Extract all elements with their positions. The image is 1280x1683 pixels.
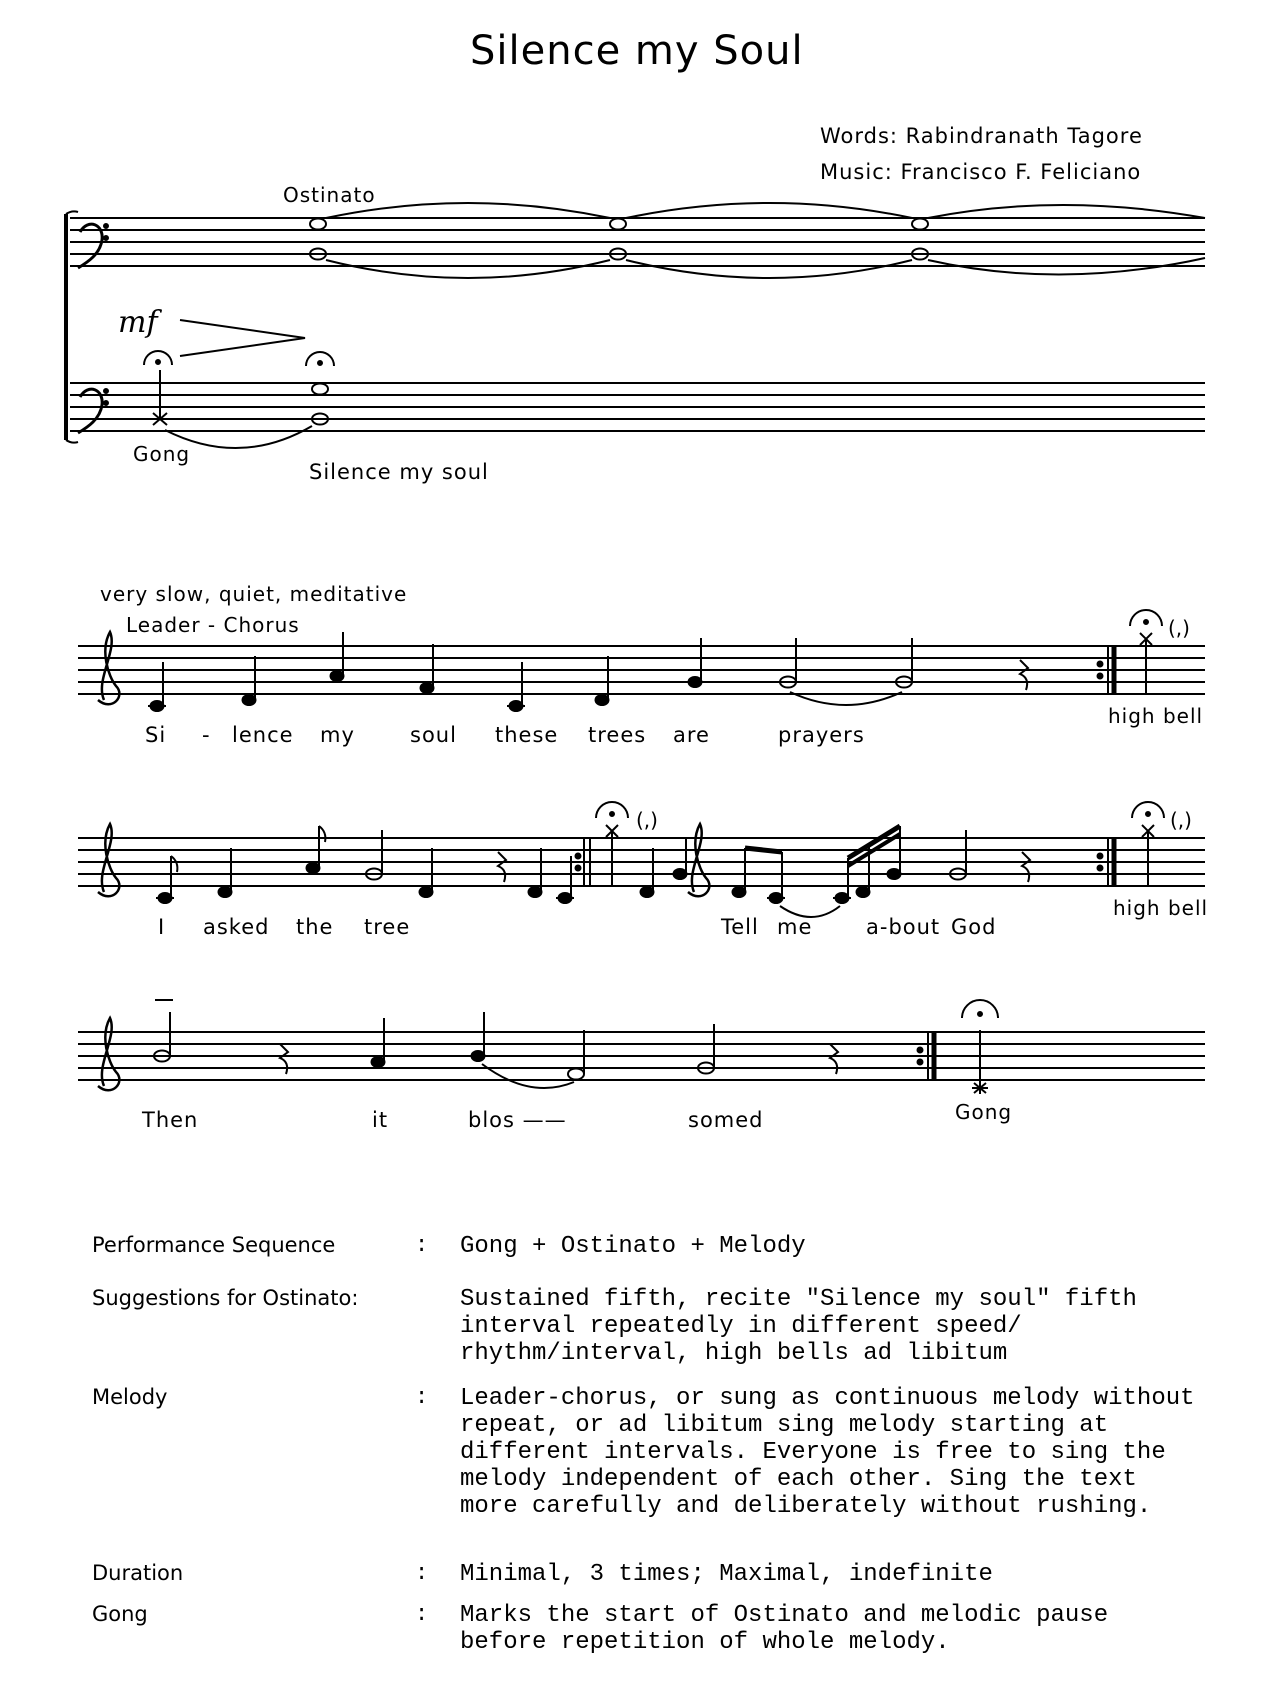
lyric-syllable: it (372, 1108, 389, 1132)
gong-label: Gong (133, 442, 191, 466)
lyric-syllable: God (951, 915, 997, 939)
lyric-syllable: soul (410, 723, 457, 747)
note-separator: : (415, 1561, 429, 1586)
note-value: Leader-chorus, or sung as continuous melody without repeat, or ad libitum sing melody starting at different intervals. Everyone is free to sing the melody independent of each other. Sing the text more carefully and deliberately without rushing. (460, 1385, 1195, 1520)
melody-staff-1 (78, 646, 1205, 694)
quarter-rest-icon (1020, 660, 1028, 690)
lyric-syllable: I (158, 915, 166, 939)
note-value: Gong + Ostinato + Melody (460, 1233, 806, 1260)
lyric-syllable: tree (364, 915, 411, 939)
ostinato-staff (70, 218, 1205, 266)
ostinato-lyric: Silence my soul (309, 460, 489, 484)
gong-notehead (972, 1082, 988, 1094)
bell-breath-mark: (,) (1168, 616, 1190, 640)
note-separator: : (415, 1602, 429, 1627)
lyric-syllable: prayers (778, 723, 865, 747)
melody-staff-2 (78, 838, 1205, 886)
words-credit: Words: Rabindranath Tagore (820, 124, 1143, 148)
lyric-syllable: my (320, 723, 355, 747)
note-value: Minimal, 3 times; Maximal, indefinite (460, 1561, 993, 1588)
lyric-syllable: lence (232, 723, 294, 747)
bell-breath-mark: (,) (636, 808, 658, 832)
melody-staff-3 (78, 1032, 1205, 1080)
lyric-syllable: Then (142, 1108, 199, 1132)
lyric-syllable: these (495, 723, 559, 747)
lyric-syllable: - (202, 723, 211, 747)
whole-note (310, 219, 326, 230)
lyric-syllable: asked (203, 915, 270, 939)
note-value: Marks the start of Ostinato and melodic pause before repetition of whole melody. (460, 1602, 1109, 1656)
note-key: Duration (92, 1561, 184, 1585)
tie (626, 203, 912, 218)
note-key: Gong (92, 1602, 148, 1626)
note-separator: : (415, 1385, 429, 1410)
tempo-marking: very slow, quiet, meditative (100, 582, 408, 606)
note-separator: : (415, 1233, 429, 1258)
high-bell-label: high bell (1113, 896, 1209, 920)
part-label: Leader - Chorus (126, 613, 300, 637)
note-key: Melody (92, 1385, 168, 1409)
lyric-syllable: a-bout (866, 915, 941, 939)
note-key: Performance Sequence (92, 1233, 336, 1257)
note-key: Suggestions for Ostinato: (92, 1286, 359, 1310)
high-bell-label: high bell (1108, 704, 1204, 728)
lyric-syllable: me (777, 915, 813, 939)
whole-note (912, 219, 928, 230)
lyric-syllable: Tell (721, 915, 759, 939)
lyric-syllable: somed (688, 1108, 764, 1132)
page-title: Silence my Soul (470, 28, 804, 74)
lyric-syllable: blos —— (468, 1108, 567, 1132)
bell-breath-mark: (,) (1170, 808, 1192, 832)
beam (848, 826, 900, 858)
tie (326, 260, 610, 278)
note-value: Sustained fifth, recite "Silence my soul" fifth interval repeatedly in different speed/ rhythm/interval, high bells ad libitum (460, 1286, 1137, 1367)
gong-staff (70, 383, 1205, 431)
ostinato-label: Ostinato (283, 183, 376, 207)
lyric-syllable: are (673, 723, 710, 747)
whole-note (312, 384, 328, 395)
lyric-syllable: trees (588, 723, 647, 747)
beam (745, 848, 782, 852)
whole-note (610, 219, 626, 230)
decrescendo-hairpin (180, 320, 305, 356)
dynamic-marking: mf (118, 305, 158, 340)
lyric-syllable: the (296, 915, 334, 939)
lyric-syllable: Si (145, 723, 167, 747)
gong-label: Gong (955, 1100, 1013, 1124)
music-credit: Music: Francisco F. Feliciano (820, 160, 1142, 184)
tie (626, 260, 912, 278)
